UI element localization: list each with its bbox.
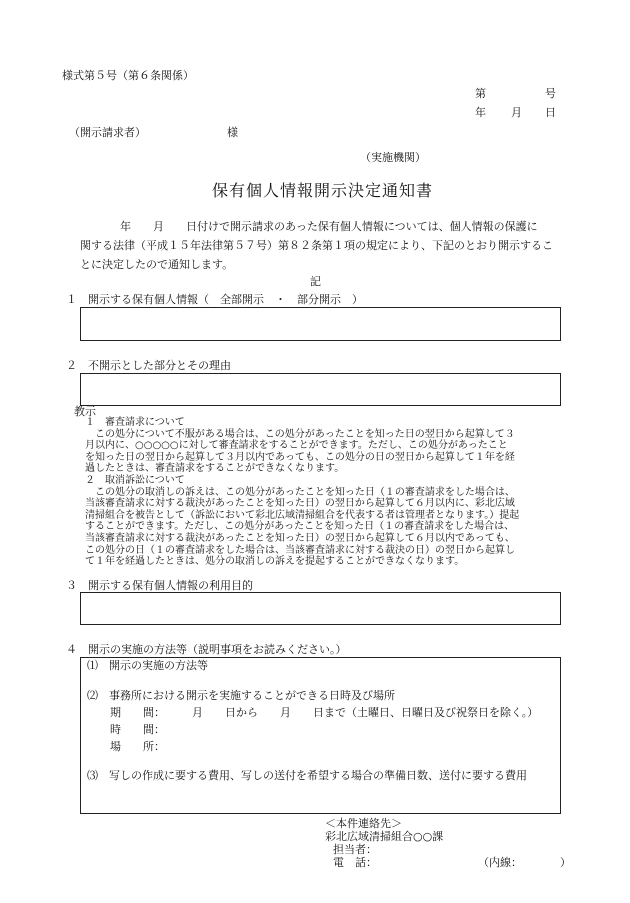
instruction-item2-line3: 清掃組合を被告として（訴訟において彩北広域清掃組合を代表する者は管理者となります。）提起 [85, 509, 520, 521]
period-from: 日から [225, 706, 258, 719]
section4-item2: ⑵ 事務所における開示を実施することができる日時及び場所 [87, 689, 395, 702]
section4-heading: ４ 開示の実施の方法等（説明事項をお読みください。） [66, 643, 347, 656]
section1-box [80, 307, 561, 341]
period-row [110, 706, 538, 719]
agency-label: （実施機関） [360, 151, 426, 164]
section3-box [80, 592, 561, 625]
date-day: 日 [545, 106, 556, 119]
instruction-item1-title: １ 審査請求について [85, 417, 185, 428]
period-month1: 月 [192, 706, 203, 719]
date-month: 月 [511, 106, 522, 119]
instruction-item1-line3: を知った日の翌日から起算して３月以内であっても、この処分の日の翌日から起算して１年を経 [85, 451, 515, 463]
section1-heading: １ 開示する保有個人情報（ 全部開示 ・ 部分開示 ） [66, 293, 363, 306]
period-label: 期 間： [110, 706, 165, 719]
instruction-item2-line7: て１年を経過したときは、処分の取消しの訴えを提起することができなくなります。 [85, 556, 465, 568]
date-year: 年 [475, 106, 486, 119]
period-month2: 月 [280, 706, 291, 719]
doc-number-dai: 第 [475, 87, 486, 100]
form-id: 様式第５号（第６条関係） [62, 69, 194, 82]
page-title: 保有個人情報開示決定通知書 [212, 181, 434, 200]
requester-sama: 様 [227, 126, 238, 139]
contact-org: 彩北広域清掃組合○○課 [325, 830, 444, 843]
contact-phone: 電 話： [333, 856, 377, 869]
intro-year: 年 [120, 220, 131, 233]
intro-line3: とに決定したので通知します。 [80, 258, 234, 271]
instruction-item1-line2: 月以内に、○○○○○に対して審査請求をすることができます。ただし、この処分があったこと [85, 440, 508, 452]
section3-heading: ３ 開示する保有個人情報の利用目的 [66, 579, 253, 592]
contact-ext-open: （内線： [478, 856, 522, 869]
instruction-item1-line1: この処分について不服がある場合は、この処分があったことを知った日の翌日から起算して３ [95, 428, 515, 440]
place-label: 場 所： [110, 740, 165, 753]
intro-line2: 関する法律（平成１５年法律第５７号）第８２条第１項の規定により、下記のとおり開示するこ [80, 239, 553, 252]
instruction-item2-line4: することができます。ただし、この処分があったことを知った日（１の審査請求をした場合は、 [85, 521, 515, 533]
section2-heading: ２ 不開示とした部分とその理由 [66, 359, 231, 372]
contact-person: 担当者： [333, 843, 377, 856]
period-to: 日まで（土曜日、日曜日及び祝祭日を除く。） [313, 706, 539, 719]
instruction-body [85, 417, 570, 568]
instruction-item1-line4: 過したときは、審査請求をすることができなくなります。 [85, 463, 345, 475]
contact-ext-close: ） [560, 856, 571, 869]
instruction-item2-line2: 当該審査請求に対する裁決があったことを知った日）の翌日から起算して６月以内に、彩北広域 [85, 498, 515, 510]
instruction-item2-line6: この処分の日（１の審査請求をした場合は、当該審査請求に対する裁決の日）の翌日から起算し [85, 544, 515, 556]
section2-box [80, 373, 561, 406]
doc-number-go: 号 [545, 87, 556, 100]
instruction-item2-title: ２ 取消訴訟について [85, 474, 185, 486]
instruction-label: 教示 [74, 405, 96, 418]
intro-month: 月 [153, 220, 164, 233]
ki-mark: 記 [310, 275, 321, 288]
section4-item3: ⑶ 写しの作成に要する費用、写しの送付を希望する場合の準備日数、送付に要する費用 [87, 769, 527, 782]
section4-item1: ⑴ 開示の実施の方法等 [87, 659, 208, 672]
intro-paragraph [80, 217, 560, 274]
intro-line1: 日付けで開示請求のあった保有個人情報については、個人情報の保護に [186, 220, 538, 233]
instruction-item2-line5: 当該審査請求に対する裁決があったことを知った日）の翌日から起算して６月以内であっても、 [85, 532, 515, 544]
contact-heading: ＜本件連絡先＞ [325, 817, 402, 830]
instruction-item2-line1: この処分の取消しの訴えは、この処分があったことを知った日（１の審査請求をした場合は、 [95, 486, 515, 498]
time-label: 時 間： [110, 723, 165, 736]
requester-label: （開示請求者） [69, 126, 146, 139]
